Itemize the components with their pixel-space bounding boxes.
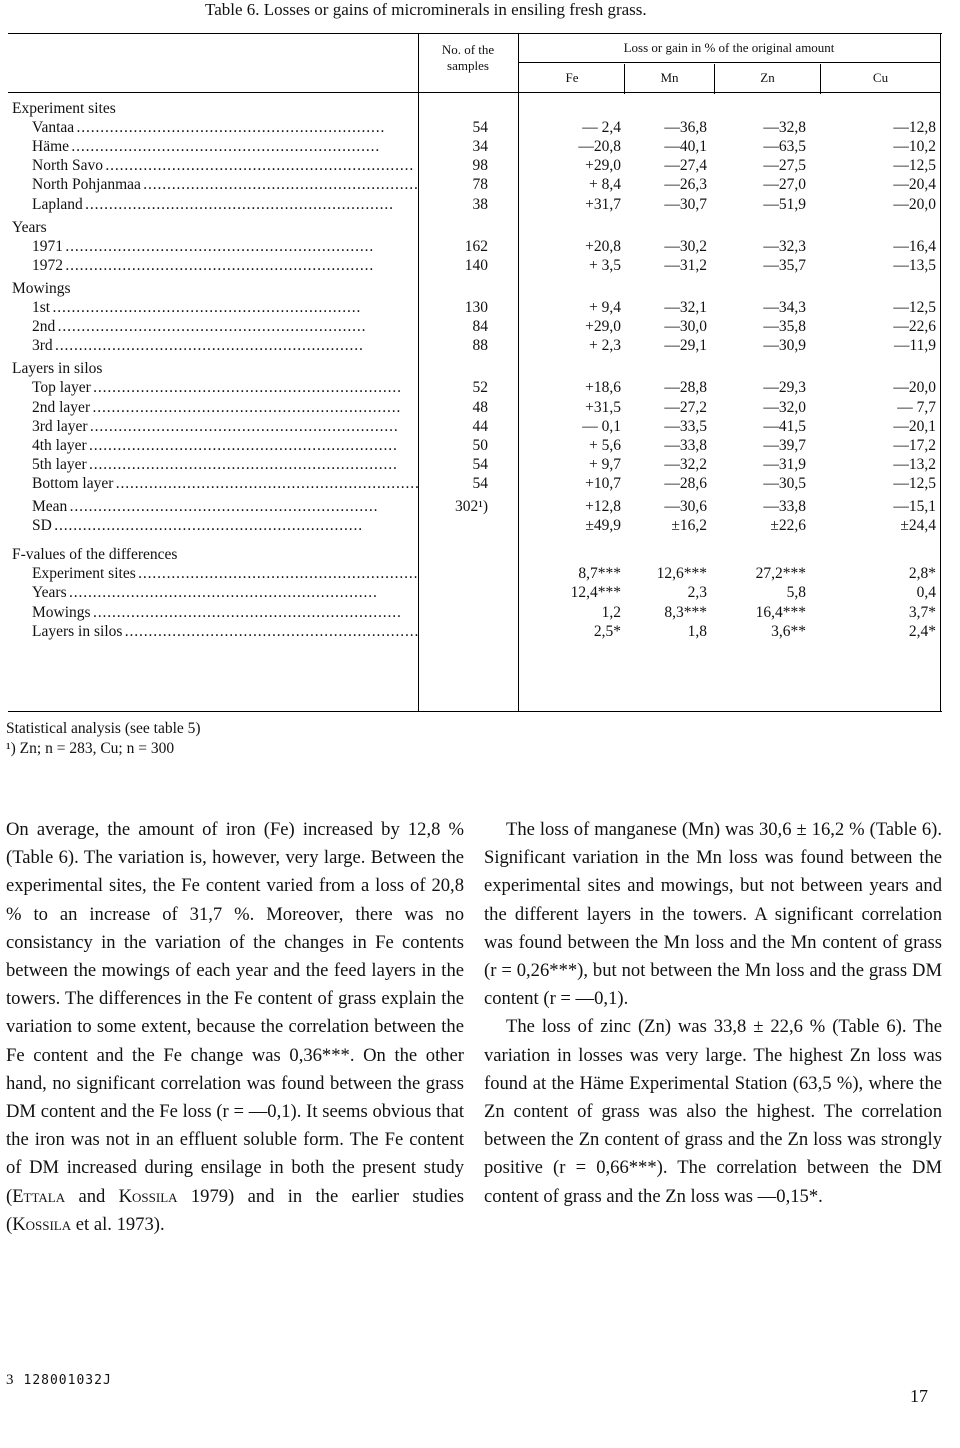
row-label: 1972 . . .: [32, 256, 418, 275]
cell-fe: 1,2: [601, 603, 621, 621]
row-label: Mean . . .: [32, 497, 418, 516]
page-number: 17: [910, 1386, 928, 1406]
cell-cu: ±24,4: [900, 517, 936, 535]
cell-mn: —28,8: [664, 379, 707, 397]
cell-zn: ±22,6: [770, 517, 806, 535]
table-row: [8, 256, 942, 275]
table-row: [8, 175, 942, 194]
section-label: Mowings: [12, 279, 71, 297]
header-samples: No. of the samples: [441, 42, 495, 73]
table-row: [8, 237, 942, 256]
cell-cu: 3,7*: [908, 603, 936, 621]
cell-cu: —20,0: [893, 379, 936, 397]
section-label: Layers in silos: [12, 360, 103, 378]
fvalue-row: [8, 603, 942, 622]
cell-fe: ±49,9: [585, 517, 621, 535]
cell-mn: —36,8: [664, 119, 707, 137]
cell-mn: —33,8: [664, 436, 707, 454]
row-label: Experiment sites . . .: [32, 564, 418, 583]
row-label: 3rd layer . . .: [32, 417, 418, 436]
table-row: [8, 436, 942, 455]
table-row: [8, 417, 942, 436]
section-label: Experiment sites: [12, 100, 116, 117]
cell-mn: —28,6: [664, 474, 707, 492]
section-title: [8, 359, 942, 378]
mean-row: [8, 497, 942, 516]
cell-n: 130: [464, 299, 488, 316]
cell-zn: —32,3: [763, 237, 806, 255]
cell-fe: 12,4***: [570, 584, 621, 602]
table-row: [8, 398, 942, 417]
cell-fe: +18,6: [585, 379, 621, 397]
cell-n: 88: [472, 337, 488, 355]
cell-n: 48: [472, 398, 488, 416]
cell-cu: 2,8*: [908, 565, 936, 583]
header-fe: Fe: [565, 70, 579, 85]
author-ettala: Ettala: [12, 1185, 66, 1207]
cell-fe: —20,8: [578, 138, 621, 156]
cell-fe: 8,7***: [578, 565, 621, 583]
cell-cu: —13,5: [893, 256, 936, 274]
cell-zn: —33,8: [763, 498, 806, 515]
section-title: [8, 99, 942, 118]
cell-fe: +31,5: [585, 398, 621, 416]
row-label: 5th layer . . .: [32, 455, 418, 474]
cell-mn: —32,1: [664, 299, 707, 316]
cell-zn: —51,9: [763, 195, 806, 213]
paragraph-iron: On average, the amount of iron (Fe) increased by 12,8 % (Table 6). The variation is, however, very large. Between the experimental sites, the Fe content varied from a loss of 20,8 % to an increase of 31,7 %. Moreover, there was no consistancy in the variation of the changes in Fe contents between the mowings of each year and the feed layers in the towers. The differences in the Fe content of grass explain the variation to some extent, because the correlation between the Fe content and the Fe change was 0,36***. On the other hand, no significant correlation was found between the grass DM content and the Fe loss (r = —0,1). It seems obvious that the iron was not in an effluent soluble form. The Fe content of DM increased during ensilage in both the present study (Ettala and Kossila 1979) and in the earlier studies (Kossila et al. 1973).: [6, 819, 464, 1235]
cell-n: 302¹): [454, 498, 488, 515]
cell-zn: —34,3: [763, 299, 806, 316]
table-row: [8, 378, 942, 397]
row-label: Years . . .: [32, 583, 418, 602]
section-label: Years: [12, 218, 47, 236]
cell-mn: —30,6: [664, 498, 707, 515]
row-label: North Pohjanmaa . . .: [32, 175, 418, 194]
cell-mn: —30,2: [664, 237, 707, 255]
cell-fe: 2,5*: [593, 622, 621, 640]
body-column-right: [484, 816, 942, 1211]
header-cu: Cu: [872, 70, 889, 85]
cell-n: 44: [472, 417, 488, 435]
row-label: SD . . .: [32, 516, 418, 535]
cell-zn: —30,9: [763, 337, 806, 355]
row-label: Vantaa . . .: [32, 118, 418, 137]
row-label: Top layer . . .: [32, 378, 418, 397]
cell-n: 54: [472, 474, 488, 492]
cell-fe: + 5,6: [589, 436, 621, 454]
paragraph-zinc: The loss of zinc (Zn) was 33,8 ± 22,6 % (Table 6). The variation in losses was very large. The highest Zn loss was found at the Häme Experimental Station (63,5 %), where the Zn content of grass was also the highest. The correlation between the Zn content of grass and the Zn loss was strongly positive (r = 0,66***). The correlation between the DM content of grass and the Zn loss was —0,15*.: [484, 1016, 942, 1207]
cell-n: 52: [472, 379, 488, 397]
note-footnote: ¹) Zn; n = 283, Cu; n = 300: [6, 740, 175, 757]
cell-mn: —27,4: [664, 157, 707, 175]
table-row: [8, 298, 942, 317]
table-row: [8, 118, 942, 137]
rule-header-bottom: [8, 92, 940, 93]
cell-mn: —33,5: [664, 417, 707, 435]
table-row: [8, 455, 942, 474]
cell-n: 84: [472, 318, 488, 336]
fvalue-row: [8, 583, 942, 602]
cell-mn: —26,3: [664, 176, 707, 194]
cell-mn: —30,7: [664, 195, 707, 213]
cell-fe: — 2,4: [582, 119, 621, 137]
cell-zn: —39,7: [763, 436, 806, 454]
paragraph-manganese: The loss of manganese (Mn) was 30,6 ± 16,2 % (Table 6). Significant variation in the Mn loss was found between the experimental sites and mowings, but not between years and the different layers in the towers. A significant correlation was found between the Mn loss and the Mn content of grass (r = 0,26***), but not between the Mn loss and the grass DM content (r = —0,1).: [484, 819, 942, 1010]
cell-mn: —40,1: [664, 138, 707, 156]
row-label: Mowings . . .: [32, 603, 418, 622]
cell-fe: + 2,3: [589, 337, 621, 355]
cell-cu: —16,4: [893, 237, 936, 255]
cell-fe: +29,0: [585, 157, 621, 175]
table-row: [8, 156, 942, 175]
author-kossila-2: Kossila: [12, 1213, 72, 1235]
cell-n: 98: [472, 157, 488, 175]
cell-cu: —12,5: [893, 474, 936, 492]
cell-zn: —32,8: [763, 119, 806, 137]
cell-fe: + 9,4: [589, 299, 621, 316]
cell-cu: —12,8: [893, 119, 936, 137]
cell-mn: —30,0: [664, 318, 707, 336]
cell-cu: —12,5: [893, 299, 936, 316]
cell-fe: +10,7: [585, 474, 621, 492]
author-kossila: Kossila: [118, 1185, 178, 1207]
cell-zn: —35,7: [763, 256, 806, 274]
footer-signature: 3 128001032J: [6, 1372, 112, 1388]
body-column-left: [6, 816, 464, 1239]
row-label: North Savo . . .: [32, 156, 418, 175]
cell-cu: — 7,7: [897, 398, 936, 416]
row-label: 2nd layer . . .: [32, 398, 418, 417]
cell-cu: —20,1: [893, 417, 936, 435]
cell-zn: —32,0: [763, 398, 806, 416]
cell-mn: —29,1: [664, 337, 707, 355]
cell-cu: 2,4*: [908, 622, 936, 640]
cell-cu: —11,9: [893, 337, 936, 355]
cell-cu: —20,4: [893, 176, 936, 194]
row-label: Lapland . . .: [32, 195, 418, 214]
cell-zn: 16,4***: [755, 603, 806, 621]
cell-mn: —27,2: [664, 398, 707, 416]
table-caption: Table 6. Losses or gains of microminerals in ensiling fresh grass.: [205, 0, 647, 19]
cell-zn: —27,5: [763, 157, 806, 175]
fvalue-row: [8, 622, 942, 641]
cell-cu: —15,1: [893, 498, 936, 515]
cell-mn: 8,3***: [664, 603, 707, 621]
row-label: Häme . . .: [32, 137, 418, 156]
cell-n: 50: [472, 436, 488, 454]
cell-mn: 2,3: [687, 584, 707, 602]
header-loss-gain: Loss or gain in % of the original amount: [623, 40, 835, 55]
row-label: 1st . . .: [32, 298, 418, 317]
row-label: 3rd . . .: [32, 336, 418, 355]
cell-n: 34: [472, 138, 488, 156]
cell-fe: + 3,5: [589, 256, 621, 274]
section-label: F-values of the differences: [12, 546, 178, 564]
header-zn: Zn: [760, 70, 775, 85]
rule-group-header: [518, 62, 940, 63]
cell-zn: 5,8: [786, 584, 806, 602]
cell-cu: 0,4: [916, 584, 936, 602]
cell-fe: +29,0: [585, 318, 621, 336]
cell-mn: 12,6***: [656, 565, 707, 583]
cell-mn: —31,2: [664, 256, 707, 274]
cell-cu: —17,2: [893, 436, 936, 454]
cell-n: 140: [464, 256, 488, 274]
cell-zn: 27,2***: [755, 565, 806, 583]
cell-cu: —10,2: [893, 138, 936, 156]
cell-zn: —41,5: [763, 417, 806, 435]
table-row: [8, 474, 942, 493]
cell-cu: —13,2: [893, 455, 936, 473]
row-label: 2nd . . .: [32, 317, 418, 336]
cell-fe: +12,8: [585, 498, 621, 515]
cell-fe: + 9,7: [589, 455, 621, 473]
cell-fe: +20,8: [585, 237, 621, 255]
cell-cu: —20,0: [893, 195, 936, 213]
section-title: [8, 218, 942, 237]
row-label: 1971 . . .: [32, 237, 418, 256]
section-title: [8, 279, 942, 298]
cell-mn: 1,8: [687, 622, 707, 640]
table-row: [8, 137, 942, 156]
cell-n: 54: [472, 119, 488, 137]
table-row: [8, 195, 942, 214]
cell-zn: —31,9: [763, 455, 806, 473]
cell-zn: —30,5: [763, 474, 806, 492]
cell-zn: —27,0: [763, 176, 806, 194]
row-label: Bottom layer . . .: [32, 474, 418, 493]
cell-fe: +31,7: [585, 195, 621, 213]
cell-n: 38: [472, 195, 488, 213]
header-mn: Mn: [660, 70, 679, 85]
cell-zn: —35,8: [763, 318, 806, 336]
cell-cu: —22,6: [893, 318, 936, 336]
sd-row: [8, 516, 942, 535]
row-label: Layers in silos . . .: [32, 622, 418, 641]
note-statistics: Statistical analysis (see table 5): [6, 720, 201, 737]
table-row: [8, 317, 942, 336]
cell-n: 78: [472, 176, 488, 194]
cell-mn: ±16,2: [671, 517, 707, 535]
cell-fe: + 8,4: [589, 176, 621, 194]
fvalue-row: [8, 564, 942, 583]
cell-n: 54: [472, 455, 488, 473]
data-table: [8, 33, 942, 712]
cell-zn: —29,3: [763, 379, 806, 397]
cell-zn: —63,5: [763, 138, 806, 156]
cell-fe: — 0,1: [582, 417, 621, 435]
cell-mn: —32,2: [664, 455, 707, 473]
cell-zn: 3,6**: [771, 622, 806, 640]
cell-cu: —12,5: [893, 157, 936, 175]
fvalues-title: [8, 545, 942, 564]
row-label: 4th layer . . .: [32, 436, 418, 455]
table-row: [8, 336, 942, 355]
cell-n: 162: [464, 237, 488, 255]
